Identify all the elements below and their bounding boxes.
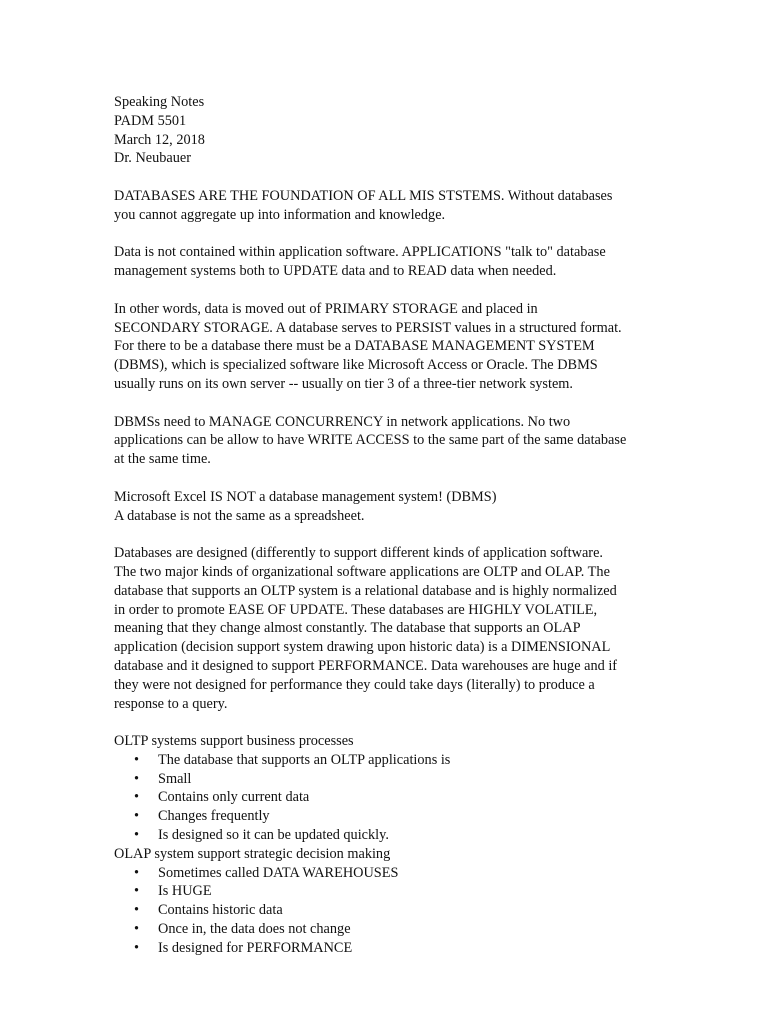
text-line: Data is not contained within application software. APPLICATIONS "talk to" database (114, 244, 606, 261)
header-block (114, 93, 674, 168)
list-item-text: Once in, the data does not change (158, 921, 351, 938)
spacer (114, 281, 674, 300)
bullet-icon: • (134, 808, 140, 825)
list-item-text: Contains only current data (158, 789, 310, 806)
header-date: March 12, 2018 (114, 131, 205, 148)
olap-section (114, 845, 674, 958)
bullet-icon: • (134, 864, 140, 881)
paragraph-concurrency (114, 413, 674, 469)
text-line: application (decision support system drawing upon historic data) is a DIMENSIONAL (114, 639, 611, 656)
list-item (114, 770, 674, 789)
spacer (114, 713, 674, 732)
olap-bullet-list (114, 864, 674, 958)
bullet-icon: • (134, 902, 140, 919)
list-item-text: Contains historic data (158, 902, 283, 919)
text-line: database that supports an OLTP system is a relational database and is highly normalized (114, 582, 617, 599)
text-line: Databases are designed (differently to support different kinds of application software. (114, 545, 603, 562)
text-line: (DBMS), which is specialized software like Microsoft Access or Oracle. The DBMS (114, 357, 598, 374)
list-item (114, 826, 674, 845)
text-line: usually runs on its own server -- usually on tier 3 of a three-tier network system. (114, 375, 573, 392)
list-item (114, 901, 674, 920)
olap-heading: OLAP system support strategic decision making (114, 845, 391, 862)
list-item-text: Sometimes called DATA WAREHOUSES (158, 864, 399, 881)
text-line: at the same time. (114, 451, 211, 468)
paragraph-design (114, 544, 674, 713)
bullet-icon: • (134, 921, 140, 938)
list-item-text: Is designed for PERFORMANCE (158, 939, 353, 956)
text-line: In other words, data is moved out of PRIMARY STORAGE and placed in (114, 300, 538, 317)
text-line: DBMSs need to MANAGE CONCURRENCY in network applications. No two (114, 413, 571, 430)
paragraph-foundation (114, 187, 674, 225)
paragraph-applications (114, 243, 674, 281)
spacer (114, 469, 674, 488)
spacer (114, 168, 674, 187)
bullet-icon: • (134, 770, 140, 787)
header-author: Dr. Neubauer (114, 150, 192, 167)
text-line: applications can be allow to have WRITE ACCESS to the same part of the same database (114, 432, 627, 449)
list-item (114, 807, 674, 826)
text-line: DATABASES ARE THE FOUNDATION OF ALL MIS STSTEMS. Without databases (114, 187, 613, 204)
spacer (114, 394, 674, 413)
text-line: meaning that they change almost constantly. The database that supports an OLAP (114, 620, 581, 637)
oltp-heading: OLTP systems support business processes (114, 733, 354, 750)
list-item-text: Is HUGE (158, 883, 212, 900)
text-line: you cannot aggregate up into information and knowledge. (114, 206, 446, 223)
text-line: response to a query. (114, 695, 228, 712)
list-item-text: Small (158, 770, 192, 787)
list-item (114, 751, 674, 770)
bullet-icon: • (134, 751, 140, 768)
list-item (114, 920, 674, 939)
text-line: Microsoft Excel IS NOT a database management system! (DBMS) (114, 488, 497, 505)
document-page (114, 93, 674, 958)
text-line: in order to promote EASE OF UPDATE. These databases are HIGHLY VOLATILE, (114, 601, 598, 618)
oltp-section (114, 732, 674, 845)
list-item-text: The database that supports an OLTP applications is (158, 751, 451, 768)
spacer (114, 225, 674, 244)
list-item-text: Is designed so it can be updated quickly. (158, 827, 389, 844)
paragraph-excel (114, 488, 674, 526)
list-item (114, 788, 674, 807)
text-line: they were not designed for performance they could take days (literally) to produce a (114, 676, 595, 693)
header-course: PADM 5501 (114, 112, 187, 129)
oltp-bullet-list (114, 751, 674, 845)
text-line: The two major kinds of organizational software applications are OLTP and OLAP. The (114, 563, 610, 580)
text-line: A database is not the same as a spreadsheet. (114, 507, 365, 524)
bullet-icon: • (134, 789, 140, 806)
bullet-icon: • (134, 827, 140, 844)
list-item-text: Changes frequently (158, 808, 270, 825)
text-line: management systems both to UPDATE data and to READ data when needed. (114, 263, 557, 280)
bullet-icon: • (134, 939, 140, 956)
paragraph-storage (114, 300, 674, 394)
bullet-icon: • (134, 883, 140, 900)
text-line: For there to be a database there must be a DATABASE MANAGEMENT SYSTEM (114, 338, 595, 355)
text-line: database and it designed to support PERFORMANCE. Data warehouses are huge and if (114, 657, 618, 674)
spacer (114, 525, 674, 544)
list-item (114, 864, 674, 883)
list-item (114, 939, 674, 958)
text-line: SECONDARY STORAGE. A database serves to PERSIST values in a structured format. (114, 319, 622, 336)
header-title: Speaking Notes (114, 94, 205, 110)
list-item (114, 882, 674, 901)
